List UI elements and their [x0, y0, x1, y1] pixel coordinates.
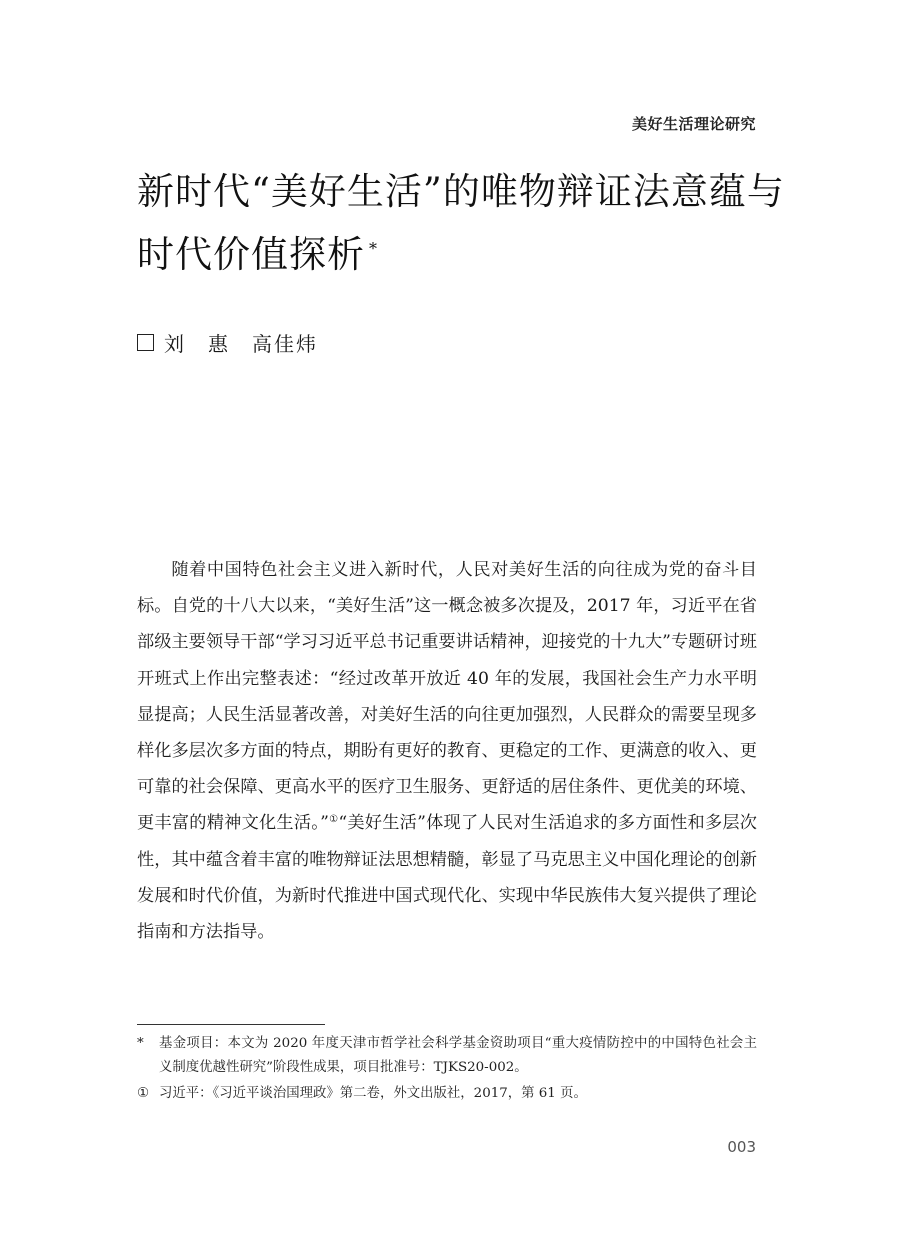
- footnote-text: 习近平：《习近平谈治国理政》第二卷，外文出版社，2017，第 61 页。: [159, 1086, 587, 1101]
- footnote-ref-1[interactable]: ①: [328, 814, 339, 826]
- footnote-funding: [137, 1032, 757, 1080]
- author-box-icon: [137, 334, 154, 351]
- page-number: 003: [727, 1138, 756, 1156]
- footnote-marker: ①: [137, 1086, 150, 1101]
- footnote-text: 基金项目：本文为 2020 年度天津市哲学社会科学基金资助项目“重大疫情防控中的中国特色社会主义制度优越性研究”阶段性成果，项目批准号：TJKS20-002。: [159, 1036, 757, 1075]
- footnote-divider: [137, 1024, 325, 1025]
- body-text-part-1: 随着中国特色社会主义进入新时代，人民对美好生活的向往成为党的奋斗目标。自党的十八大以来，“美好生活”这一概念被多次提及，2017 年，习近平在省部级主要领导干部“学习习近平总书记重要讲话精神，迎接党的十九大”专题研讨班开班式上作出完整表述：“经过改革开放近 40 年的发展，我国社会生产力水平明显提高；人民生活显著改善，对美好生活的向往更加强烈，人民群众的需要呈现多样化多层次多方面的特点，期盼有更好的教育、更稳定的工作、更满意的收入、更可靠的社会保障、更高水平的医疗卫生服务、更舒适的居住条件、更优美的环境、更丰富的精神文化生活。”: [137, 560, 757, 834]
- running-header: 美好生活理论研究: [631, 115, 756, 133]
- article-title: [137, 160, 785, 286]
- title-line-1: 新时代“美好生活”的唯物辩证法意蕴与: [137, 170, 785, 213]
- footnote-marker: *: [137, 1036, 144, 1051]
- title-line-2: [137, 223, 777, 286]
- author-line: [137, 328, 318, 357]
- footnote-citation-1: [137, 1082, 757, 1106]
- author-names: 刘 惠 高佳炜: [164, 332, 318, 356]
- body-paragraph: [137, 552, 757, 950]
- body-text-part-2: “美好生活”体现了人民对生活追求的多方面性和多层次性，其中蕴含着丰富的唯物辩证法思想精髓，彰显了马克思主义中国化理论的创新发展和时代价值，为新时代推进中国式现代化、实现中华民族伟大复兴提供了理论指南和方法指导。: [137, 813, 757, 943]
- title-line-2-text: 时代价值探析: [137, 233, 365, 276]
- footnotes: [137, 1032, 757, 1108]
- title-footnote-mark[interactable]: *: [369, 239, 378, 258]
